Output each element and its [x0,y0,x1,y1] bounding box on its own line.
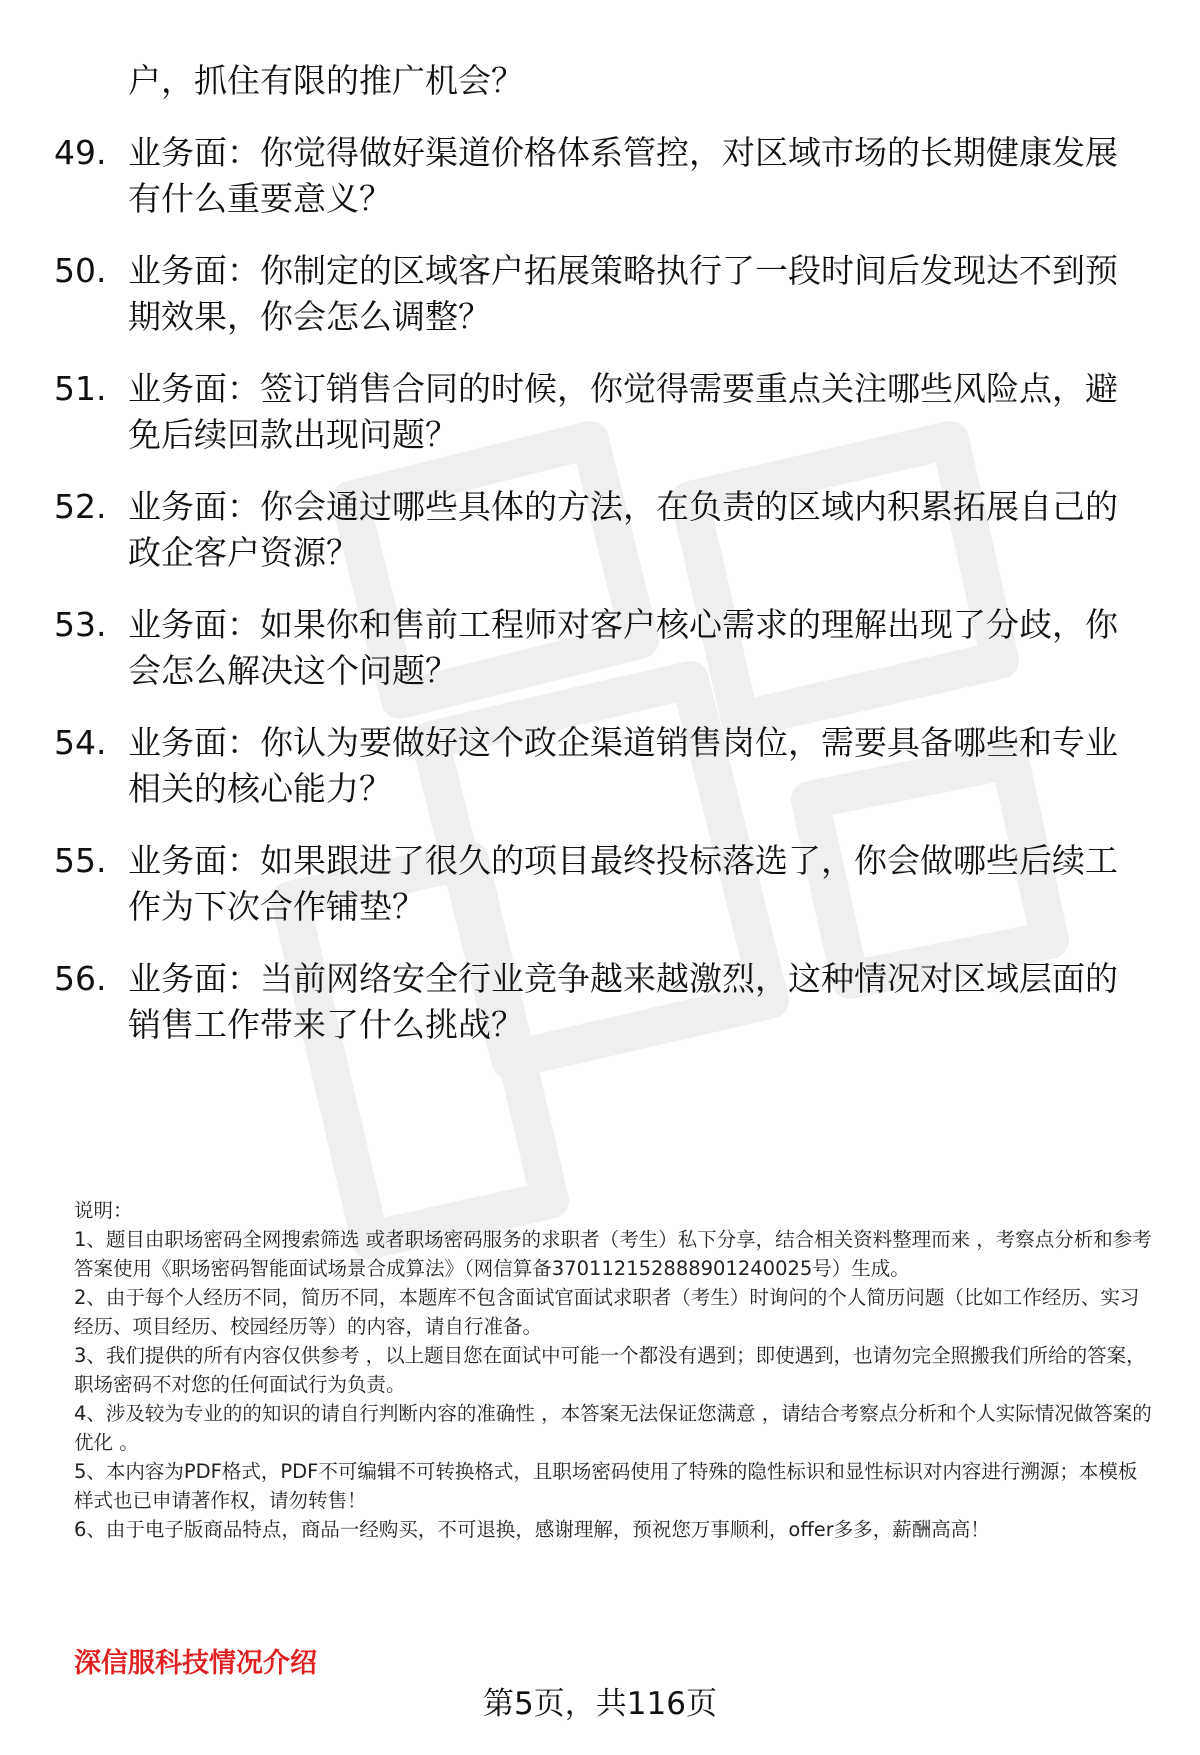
question-number: 50. [54,251,107,290]
question-text: 业务面：你制定的区域客户拓展策略执行了一段时间后发现达不到预期效果，你会怎么调整？ [128,251,1118,336]
note-item: 2、由于每个人经历不同，简历不同，本题库不包含面试官面试求职者（考生）时询问的个人简历问题（比如工作经历、实习经历、项目经历、校园经历等）的内容，请自行准备。 [74,1286,1140,1338]
question-number: 49. [54,133,107,172]
question-number: 51. [54,369,107,408]
note-item: 4、涉及较为专业的的知识的请自行判断内容的准确性 ，本答案无法保证您满意 ，请结合考察点分析和个人实际情况做答案的优化 。 [74,1402,1152,1454]
continued-question-text: 户，抓住有限的推广机会？ [128,61,524,100]
note-item: 5、本内容为PDF格式，PDF不可编辑不可转换格式，且职场密码使用了特殊的隐性标识和显性标识对内容进行溯源；本模板样式也已申请著作权，请勿转售！ [74,1460,1138,1512]
note-item: 3、我们提供的所有内容仅供参考 ，以上题目您在面试中可能一个都没有遇到；即使遇到，也请勿完全照搬我们所给的答案，职场密码不对您的任何面试行为负责。 [74,1344,1146,1396]
question-text: 业务面：你认为要做好这个政企渠道销售岗位，需要具备哪些和专业相关的核心能力？ [128,723,1118,808]
question-text: 业务面：如果你和售前工程师对客户核心需求的理解出现了分歧，你会怎么解决这个问题？ [128,605,1118,690]
section-title: 深信服科技情况介绍 [74,1648,317,1679]
question-number: 53. [54,605,107,644]
notes-heading: 说明： [74,1199,133,1222]
notes-items [74,1225,1154,1544]
question-text: 业务面：你会通过哪些具体的方法，在负责的区域内积累拓展自己的政企客户资源？ [128,487,1118,572]
question-number: 52. [54,487,107,526]
notes-section [74,1196,1154,1544]
question-number: 54. [54,723,107,762]
question-text: 业务面：当前网络安全行业竞争越来越激烈，这种情况对区域层面的销售工作带来了什么挑战？ [128,959,1118,1044]
question-number: 56. [54,959,107,998]
question-text: 业务面：如果跟进了很久的项目最终投标落选了，你会做哪些后续工作为下次合作铺垫？ [128,841,1118,926]
page-footer: 第5页，共116页 [483,1686,717,1722]
note-item: 6、由于电子版商品特点，商品一经购买，不可退换，感谢理解，预祝您万事顺利，offer多多，薪酬高高！ [74,1518,990,1541]
note-item: 1、题目由职场密码全网搜索筛选 或者职场密码服务的求职者（考生）私下分享，结合相关资料整理而来 ，考察点分析和参考答案使用《职场密码智能面试场景合成算法》（网信算备370112152888901240025号）生成。 [74,1228,1152,1280]
question-text: 业务面：你觉得做好渠道价格体系管控，对区域市场的长期健康发展有什么重要意义？ [128,133,1118,218]
question-number: 55. [54,841,107,880]
question-text: 业务面：签订销售合同的时候，你觉得需要重点关注哪些风险点，避免后续回款出现问题？ [128,369,1118,454]
